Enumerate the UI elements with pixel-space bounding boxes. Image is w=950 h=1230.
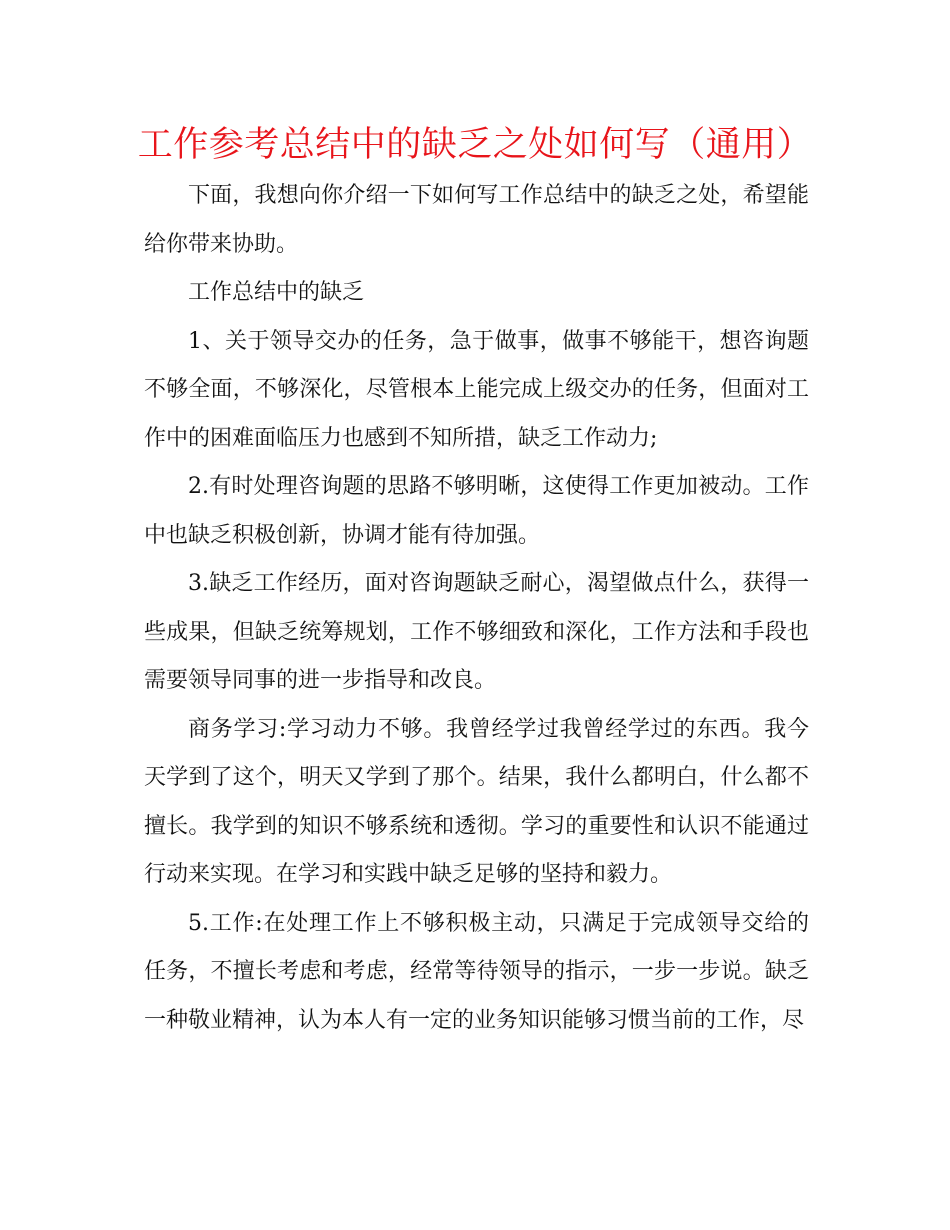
paragraph-item-5: 5.工作:在处理工作上不够积极主动，只满足于完成领导交给的任务，不擅长考虑和考虑，经常等待领导的指示，一步一步说。缺乏一种敬业精神，认为本人有一定的业务知识能够习惯当前的工作，尽: [144, 910, 809, 1033]
paragraph-item-2: 2.有时处理咨询题的思路不够明晰，这使得工作更加被动。工作中也缺乏积极创新，协调才能有待加强。: [144, 474, 809, 548]
paragraph-section-heading: 工作总结中的缺乏: [188, 280, 365, 305]
paragraph-item-1: 1、关于领导交办的任务，急于做事，做事不够能干，想咨询题不够全面，不够深化，尽管根本上能完成上级交办的任务，但面对工作中的困难面临压力也感到不知所措，缺乏工作动力;: [144, 328, 809, 451]
document-title: 工作参考总结中的缺乏之处如何写（通用）: [137, 125, 813, 165]
paragraph-item-3: 3.缺乏工作经历，面对咨询题缺乏耐心，渴望做点什么，获得一些成果，但缺乏统筹规划，工作不够细致和深化，工作方法和手段也需要领导同事的进一步指导和改良。: [144, 571, 809, 693]
document-body: [144, 172, 809, 1045]
paragraph-study: 商务学习:学习动力不够。我曾经学过我曾经学过的东西。我今天学到了这个，明天又学到了那个。结果，我什么都明白，什么都不擅长。我学到的知识不够系统和透彻。学习的重要性和认识不能通过行动来实现。在学习和实践中缺乏足够的坚持和毅力。: [144, 716, 809, 887]
paragraph-intro: 下面，我想向你介绍一下如何写工作总结中的缺乏之处，希望能给你带来协助。: [144, 183, 809, 257]
